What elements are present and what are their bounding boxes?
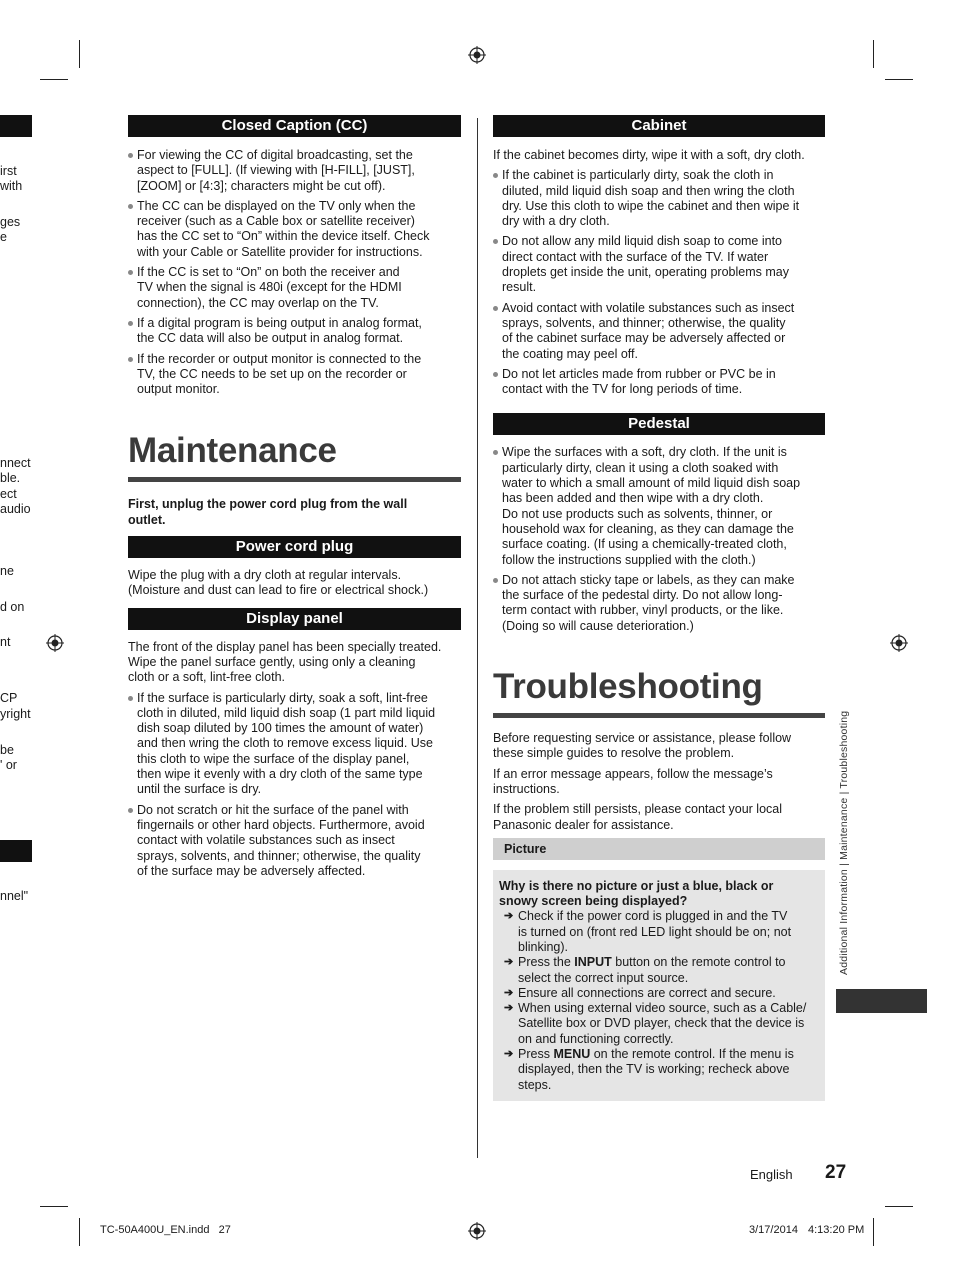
line: surface coating. (If using a chemically-treated cloth, xyxy=(502,537,787,552)
line: the surface of the pedestal dirty. Do not allow long- xyxy=(502,588,783,603)
line: of the surface may be adversely affected. xyxy=(137,863,366,878)
partial-text: with xyxy=(0,179,23,193)
cabinet-bullet xyxy=(493,234,825,295)
line: Panasonic dealer for assistance. xyxy=(493,817,674,832)
crop-mark xyxy=(873,40,874,68)
crop-mark xyxy=(885,79,913,80)
line: Avoid contact with volatile substances such as insect xyxy=(502,300,795,315)
line: of the cabinet surface may be adversely affected or xyxy=(502,331,786,346)
troubleshooting-intro xyxy=(493,731,825,762)
line: aspect to [FULL]. (If viewing with [H-FILL], [JUST], xyxy=(137,163,415,178)
bullet-icon xyxy=(493,239,498,244)
arrow-icon: ➔ xyxy=(504,956,514,969)
cc-bullet xyxy=(128,148,461,194)
partial-text: CP xyxy=(0,691,18,705)
line: (Moisture and dust can lead to fire or electrical shock.) xyxy=(128,583,429,598)
line xyxy=(518,955,819,970)
line: The CC can be displayed on the TV only when the xyxy=(137,198,416,213)
line: Before requesting service or assistance, please follow xyxy=(493,731,792,746)
line: select the correct input source. xyxy=(518,970,689,985)
partial-text: nnel" xyxy=(0,889,29,903)
faq-answer xyxy=(499,986,819,1001)
faq-answer xyxy=(499,909,819,955)
pedestal-bullet xyxy=(493,573,825,634)
pedestal-heading: Pedestal xyxy=(493,413,825,435)
line: droplets get inside the unit, operating problems may xyxy=(502,265,789,280)
partial-text: nnect xyxy=(0,456,31,470)
bullet-icon xyxy=(128,357,133,362)
arrow-icon: ➔ xyxy=(504,1048,514,1061)
picture-category: Picture xyxy=(493,838,825,860)
registration-mark-icon xyxy=(46,634,64,652)
cabinet-bullet xyxy=(493,168,825,229)
line: these simple guides to resolve the problem. xyxy=(493,746,735,761)
line: Wipe the surfaces with a soft, dry cloth. If the unit is xyxy=(502,445,787,460)
line: When using external video source, such as a Cable/ xyxy=(518,1001,807,1016)
bullet-icon xyxy=(128,321,133,326)
line: If a digital program is being output in analog format, xyxy=(137,315,422,330)
partial-text: ges xyxy=(0,215,21,229)
footer-file: TC-50A400U_EN.indd 27 xyxy=(100,1224,231,1236)
cc-bullet xyxy=(128,199,461,260)
partial-text: ect xyxy=(0,487,17,501)
maintenance-title: Maintenance xyxy=(128,431,337,471)
page-number: 27 xyxy=(825,1162,847,1183)
line: until the surface is dry. xyxy=(137,782,262,797)
line: If the surface is particularly dirty, soak a soft, lint-free xyxy=(137,690,428,705)
power-cord-text xyxy=(128,568,461,599)
text: on the remote control. If the menu is xyxy=(590,1047,794,1062)
line: displayed, then the TV is working; recheck above xyxy=(518,1062,790,1077)
line: If the cabinet is particularly dirty, soak the cloth in xyxy=(502,168,774,183)
line: on and functioning correctly. xyxy=(518,1031,674,1046)
partial-text: ' or xyxy=(0,758,17,772)
partial-text: ble. xyxy=(0,471,21,485)
line: sprays, solvents, and thinner; otherwise, the quality xyxy=(502,315,786,330)
maintenance-intro xyxy=(128,497,461,528)
line: result. xyxy=(502,280,537,295)
bullet-icon xyxy=(493,578,498,583)
line: receiver (such as a Cable box or satellite receiver) xyxy=(137,214,415,229)
line: Ensure all connections are correct and secure. xyxy=(518,985,776,1000)
cabinet-heading: Cabinet xyxy=(493,115,825,137)
partial-text: be xyxy=(0,743,14,757)
text: button on the remote control to xyxy=(611,955,786,970)
bullet-icon xyxy=(493,173,498,178)
line: fingernails or other hard objects. Furthermore, avoid xyxy=(137,817,425,832)
line: If the CC is set to “On” on both the receiver and xyxy=(137,265,400,280)
power-cord-heading: Power cord plug xyxy=(128,536,461,558)
line: dry. Use this cloth to wipe the cabinet and then wipe it xyxy=(502,198,800,213)
line: instructions. xyxy=(493,781,560,796)
troubleshooting-error xyxy=(493,767,825,798)
cabinet-text: If the cabinet becomes dirty, wipe it with a soft, dry cloth. xyxy=(493,148,805,162)
partial-text: nt xyxy=(0,635,11,649)
arrow-icon: ➔ xyxy=(504,910,514,923)
line: Do not use products such as solvents, thinner, or xyxy=(502,506,773,521)
line: cloth or a soft, lint-free cloth. xyxy=(128,670,286,685)
line xyxy=(518,1047,819,1062)
text: Press the xyxy=(518,955,575,970)
line: this cloth to wipe the surface of the display panel, xyxy=(137,751,410,766)
registration-mark-icon xyxy=(890,634,908,652)
troubleshooting-title: Troubleshooting xyxy=(493,667,763,707)
line: is turned on (front red LED light should be on; not xyxy=(518,924,792,939)
line: If an error message appears, follow the message’s xyxy=(493,766,773,781)
footer-language: English xyxy=(750,1167,793,1182)
registration-mark-icon xyxy=(468,46,486,64)
display-panel-bullet xyxy=(128,691,461,798)
bullet-icon xyxy=(493,450,498,455)
line: TV, the CC needs to be set up on the recorder or xyxy=(137,366,407,381)
partial-heading-bar xyxy=(0,840,32,862)
line: contact with volatile substances such as insect xyxy=(137,833,395,848)
crop-mark xyxy=(79,1218,80,1246)
bullet-icon xyxy=(128,270,133,275)
line: direct contact with the surface of the TV. If water xyxy=(502,249,769,264)
bullet-icon xyxy=(128,204,133,209)
line: snowy screen being displayed? xyxy=(499,894,688,909)
registration-mark-icon xyxy=(468,1222,486,1240)
cabinet-bullet xyxy=(493,301,825,362)
partial-text: e xyxy=(0,230,7,244)
line: Do not let articles made from rubber or PVC be in xyxy=(502,366,776,381)
line: Wipe the plug with a dry cloth at regular intervals. xyxy=(128,568,402,583)
line: diluted, mild liquid dish soap and then wring the cloth xyxy=(502,183,795,198)
line: contact with the TV for long periods of time. xyxy=(502,382,743,397)
line: First, unplug the power cord plug from the wall xyxy=(128,497,408,512)
troubleshooting-dealer xyxy=(493,802,825,833)
line: has been added and then wipe with a dry cloth. xyxy=(502,491,764,506)
line: follow the instructions supplied with the cloth.) xyxy=(502,552,756,567)
line: If the problem still persists, please contact your local xyxy=(493,802,783,817)
line: Check if the power cord is plugged in and the TV xyxy=(518,909,788,924)
line: Satellite box or DVD player, check that the device is xyxy=(518,1016,805,1031)
line: output monitor. xyxy=(137,382,220,397)
line: TV when the signal is 480i (except for the HDMI xyxy=(137,280,402,295)
line: cloth in diluted, mild liquid dish soap (1 part mild liquid xyxy=(137,705,436,720)
input-key-label: INPUT xyxy=(574,955,612,970)
line: For viewing the CC of digital broadcasting, set the xyxy=(137,148,413,162)
menu-key-label: MENU xyxy=(553,1047,591,1062)
faq-answer xyxy=(499,1047,819,1093)
line: steps. xyxy=(518,1077,552,1092)
partial-text: ne xyxy=(0,564,14,578)
partial-text: irst xyxy=(0,164,17,178)
bullet-icon xyxy=(128,696,133,701)
right-column xyxy=(493,115,825,1101)
line: with your Cable or Satellite provider for instructions. xyxy=(137,244,423,259)
closed-caption-heading: Closed Caption (CC) xyxy=(128,115,461,137)
display-panel-text xyxy=(128,640,461,686)
bullet-icon xyxy=(128,153,133,158)
cc-bullet xyxy=(128,352,461,398)
partial-heading-bar xyxy=(0,115,32,137)
line: sprays, solvents, and thinner; otherwise, the quality xyxy=(137,848,421,863)
side-tab xyxy=(836,989,927,1013)
line: Wipe the panel surface gently, using only a cleaning xyxy=(128,654,416,669)
cc-bullet xyxy=(128,265,461,311)
pedestal-bullet xyxy=(493,445,825,567)
crop-mark xyxy=(873,1218,874,1246)
line: The front of the display panel has been specially treated. xyxy=(128,639,442,654)
faq-answer xyxy=(499,1001,819,1047)
line: particularly dirty, clean it using a cloth soaked with xyxy=(502,460,779,475)
partial-text: audio xyxy=(0,502,31,516)
line: If the recorder or output monitor is connected to the xyxy=(137,351,422,366)
bullet-icon xyxy=(493,372,498,377)
display-panel-bullet xyxy=(128,803,461,879)
line: Do not allow any mild liquid dish soap to come into xyxy=(502,234,783,249)
faq-answer xyxy=(499,955,819,986)
line: then wipe it evenly with a dry cloth of the same type xyxy=(137,767,423,782)
picture-faq-box xyxy=(493,870,825,1101)
arrow-icon: ➔ xyxy=(504,986,514,999)
line: connection), the CC may overlap on the TV. xyxy=(137,295,379,310)
cabinet-bullet xyxy=(493,367,825,398)
footer-time: 4:13:20 PM xyxy=(808,1224,865,1236)
line: [ZOOM] or [4:3]; characters might be cut off). xyxy=(137,178,386,193)
crop-mark xyxy=(40,1206,68,1207)
display-panel-heading: Display panel xyxy=(128,608,461,630)
text: Press xyxy=(518,1047,554,1062)
line: Do not scratch or hit the surface of the panel with xyxy=(137,802,409,817)
column-divider xyxy=(477,118,478,1158)
line: blinking). xyxy=(518,939,569,954)
crop-mark xyxy=(79,40,80,68)
line: household wax for cleaning, as they can damage the xyxy=(502,521,794,536)
line: has the CC set to “On” within the device itself. Check xyxy=(137,229,430,244)
partial-text: d on xyxy=(0,600,25,614)
line: dish soap diluted by 100 times the amount of water) xyxy=(137,721,424,736)
line: Why is there no picture or just a blue, black or xyxy=(499,878,774,893)
line: water to which a small amount of mild liquid dish soap xyxy=(502,476,801,491)
line: dry with a dry cloth. xyxy=(502,214,610,229)
line: the CC data will also be output in analog format. xyxy=(137,331,404,346)
bullet-icon xyxy=(493,306,498,311)
crop-mark xyxy=(40,79,68,80)
partial-text: yright xyxy=(0,707,31,721)
faq-question xyxy=(499,879,819,910)
line: (Doing so will cause deterioration.) xyxy=(502,618,694,633)
line: and then wring the cloth to remove excess liquid. Use xyxy=(137,736,433,751)
left-column xyxy=(128,115,461,879)
line: Do not attach sticky tape or labels, as they can make xyxy=(502,572,795,587)
arrow-icon: ➔ xyxy=(504,1002,514,1015)
line: term contact with rubber, vinyl products, or the like. xyxy=(502,603,784,618)
bullet-icon xyxy=(128,808,133,813)
line: the coating may peel off. xyxy=(502,346,638,361)
footer-date: 3/17/2014 xyxy=(749,1224,798,1236)
side-section-label: Additional Information | Maintenance | Troubleshooting xyxy=(838,710,850,975)
crop-mark xyxy=(885,1206,913,1207)
line: outlet. xyxy=(128,512,166,527)
cc-bullet xyxy=(128,316,461,347)
